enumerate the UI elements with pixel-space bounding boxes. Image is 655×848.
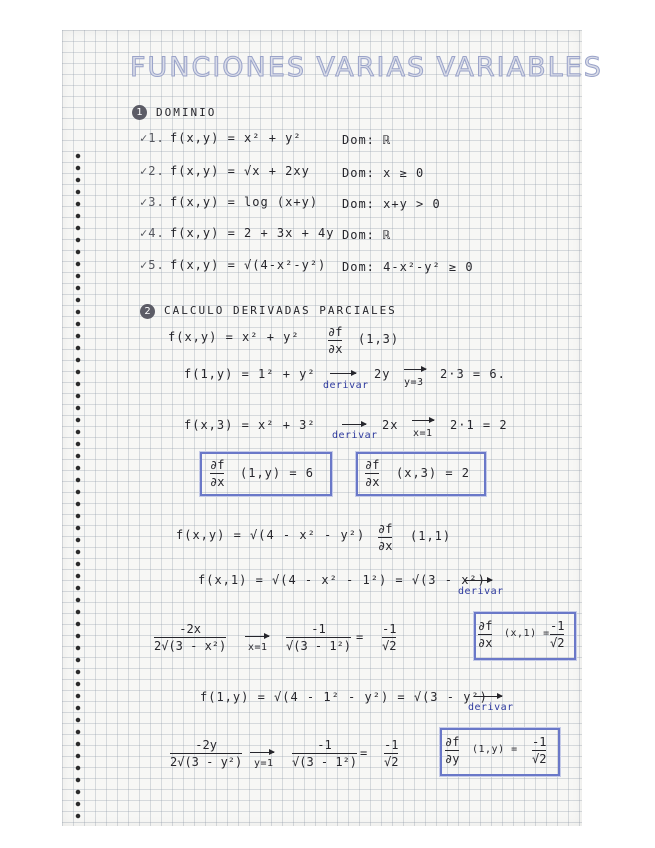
- ex1-box1-point: (1,y) = 6: [240, 466, 315, 480]
- ex2-d2-val-num: -1: [317, 738, 332, 752]
- domain-item-3-mark: ✓3.: [140, 195, 165, 209]
- ex1-box1-fraction: [210, 458, 224, 489]
- ex2-d2-fraction: [170, 738, 242, 769]
- ex1-box1-frac-num: ∂f: [210, 458, 225, 472]
- domain-item-4-func: f(x,y) = 2 + 3x + 4y: [170, 226, 335, 240]
- ex2-d1-arrow: [245, 636, 269, 637]
- ex2-boxy-num: -1: [532, 735, 547, 749]
- ex2-d2-sub: y=1: [254, 758, 274, 769]
- ex1-line2-sub-arrow: [412, 420, 434, 421]
- ex2-boxy-value-fraction: [532, 735, 546, 766]
- ex2-d1-den: 2√(3 - x²): [154, 639, 227, 653]
- ex2-d2-simpl-num: -1: [384, 738, 399, 752]
- ex2-d2-simplified-fraction: [384, 738, 398, 769]
- ex1-line2-sub: x=1: [413, 428, 433, 439]
- ex1-line1-value: 2·3 = 6.: [440, 367, 506, 381]
- section-1-heading: DOMINIO: [156, 106, 217, 119]
- ex1-line2-arrow: [342, 424, 366, 425]
- ex1-line2-value: 2·1 = 2: [450, 418, 508, 432]
- ex2-boxx-point: (x,1) =: [504, 628, 550, 639]
- ex2-boxy-fraction: [445, 735, 459, 766]
- domain-item-5-mark: ✓5.: [140, 258, 165, 272]
- ex2-boxx-num: -1: [550, 619, 565, 633]
- ex1-box2-fraction: [365, 458, 379, 489]
- ex2-d2-equals: =: [360, 746, 369, 760]
- ex2-d2-num: -2y: [195, 738, 217, 752]
- domain-item-2-mark: ✓2.: [140, 164, 165, 178]
- ex2-line2-arrow: [474, 696, 502, 697]
- ex2-d2-val-den: √(3 - 1²): [292, 755, 358, 769]
- ex1-function: f(x,y) = x² + y²: [168, 330, 300, 344]
- ex2-boxx-fraction: [478, 619, 492, 650]
- ex2-boxx-frac-num: ∂f: [478, 619, 493, 633]
- ex1-box2-frac-num: ∂f: [365, 458, 380, 472]
- section-1-number: 1: [132, 105, 147, 120]
- ex1-box2-frac-den: ∂x: [365, 475, 380, 489]
- ex1-line2: f(x,3) = x² + 3²: [184, 418, 316, 432]
- ex2-boxy-frac-num: ∂f: [445, 735, 460, 749]
- notebook-spiral: [74, 150, 82, 820]
- ex2-line1-arrow: [464, 580, 492, 581]
- ex2-function: f(x,y) = √(4 - x² - y²): [176, 528, 366, 542]
- ex1-box1-frac-den: ∂x: [210, 475, 225, 489]
- ex1-line1-sub: y=3: [404, 377, 424, 388]
- ex2-d1-sub: x=1: [248, 642, 268, 653]
- ex1-line1-arrow: [330, 373, 356, 374]
- ex1-partial-fraction: [328, 325, 342, 356]
- domain-item-5-domain: Dom: 4-x²-y² ≥ 0: [342, 260, 474, 274]
- ex2-boxy-point: (1,y) =: [472, 744, 518, 755]
- ex1-box2-point: (x,3) = 2: [396, 466, 471, 480]
- domain-item-3-domain: Dom: x+y > 0: [342, 197, 441, 211]
- ex2-d1-val-num: -1: [311, 622, 326, 636]
- ex2-boxx-den: √2: [550, 636, 565, 650]
- ex1-line1-result: 2y: [374, 367, 391, 381]
- ex2-d2-simpl-den: √2: [384, 755, 399, 769]
- section-2-heading: CALCULO DERIVADAS PARCIALES: [164, 304, 397, 317]
- ex2-d1-val-den: √(3 - 1²): [286, 639, 352, 653]
- page-title: FUNCIONES VARIAS VARIABLES: [130, 52, 603, 83]
- ex2-d2-arrow: [250, 752, 274, 753]
- domain-item-4-mark: ✓4.: [140, 226, 165, 240]
- ex2-d1-num: -2x: [179, 622, 201, 636]
- ex1-frac-den: ∂x: [328, 342, 343, 356]
- ex2-d2-den: 2√(3 - y²): [170, 755, 243, 769]
- ex2-frac-den: ∂x: [378, 539, 393, 553]
- ex1-frac-num: ∂f: [328, 325, 343, 339]
- ex2-line2-arrow-label: derivar: [468, 702, 514, 713]
- ex2-line1: f(x,1) = √(4 - x² - 1²) = √(3 - x²): [198, 573, 486, 587]
- ex2-boxx-frac-den: ∂x: [478, 636, 493, 650]
- section-2-number: 2: [140, 304, 155, 319]
- domain-item-1-domain: Dom: ℝ: [342, 133, 392, 147]
- ex1-line2-arrow-label: derivar: [332, 430, 378, 441]
- ex2-d1-simpl-num: -1: [382, 622, 397, 636]
- domain-item-1-mark: ✓1.: [140, 131, 165, 145]
- ex1-line1: f(1,y) = 1² + y²: [184, 367, 316, 381]
- ex2-d1-simplified-fraction: [382, 622, 396, 653]
- ex2-d2-value-fraction: [292, 738, 357, 769]
- ex2-boxx-value-fraction: [550, 619, 564, 650]
- domain-item-3-func: f(x,y) = log (x+y): [170, 195, 319, 209]
- ex2-point: (1,1): [410, 529, 452, 543]
- domain-item-4-domain: Dom: ℝ: [342, 228, 392, 242]
- ex1-point: (1,3): [358, 332, 400, 346]
- ex2-partial-fraction: [378, 522, 392, 553]
- domain-item-2-func: f(x,y) = √x + 2xy: [170, 164, 310, 178]
- ex2-line1-arrow-label: derivar: [458, 586, 504, 597]
- domain-item-5-func: f(x,y) = √(4-x²-y²): [170, 258, 327, 272]
- ex2-boxy-frac-den: ∂y: [445, 752, 460, 766]
- ex1-line2-result: 2x: [382, 418, 399, 432]
- domain-item-2-domain: Dom: x ≥ 0: [342, 166, 425, 180]
- ex2-d1-value-fraction: [286, 622, 351, 653]
- ex2-frac-num: ∂f: [378, 522, 393, 536]
- ex1-line1-sub-arrow: [404, 369, 426, 370]
- domain-item-1-func: f(x,y) = x² + y²: [170, 131, 302, 145]
- ex2-line2: f(1,y) = √(4 - 1² - y²) = √(3 - y²): [200, 690, 488, 704]
- ex2-boxy-den: √2: [532, 752, 547, 766]
- ex1-line1-arrow-label: derivar: [323, 380, 369, 391]
- ex2-d1-fraction: [154, 622, 226, 653]
- ex2-d1-simpl-den: √2: [382, 639, 397, 653]
- ex2-d1-equals: =: [356, 630, 365, 644]
